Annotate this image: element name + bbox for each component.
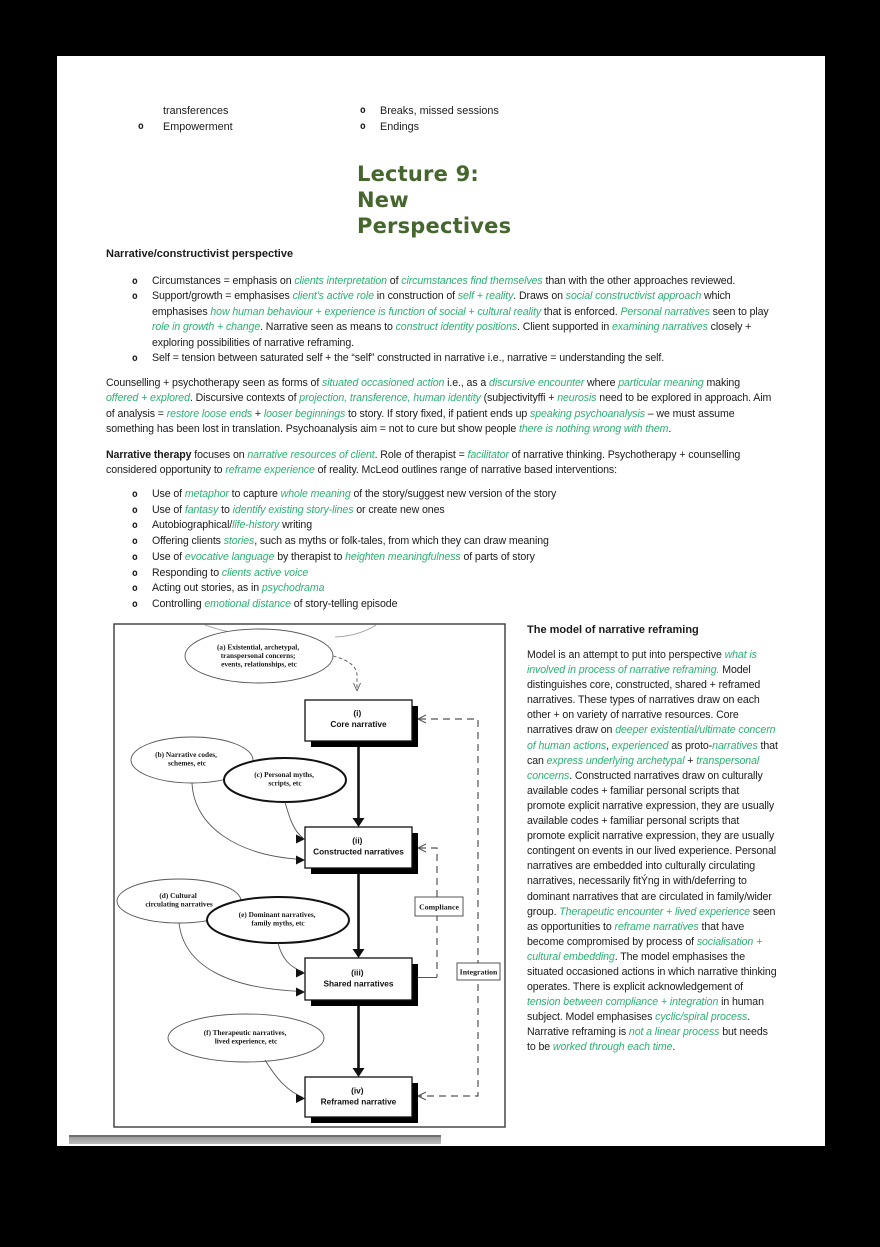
page-title bbox=[357, 161, 511, 239]
bullet-marker: o bbox=[132, 551, 138, 563]
paragraph-narrative-therapy: Narrative therapy focuses on narrative resources of client. Role of therapist = facilitator of narrative thinking. Psychotherapy + counselling considered opportunity to reframe experience of reality. McLeod outlines range of narrative based interventions: bbox=[106, 449, 741, 477]
bullet-marker: o bbox=[132, 276, 138, 287]
section-heading: Narrative/constructivist perspective bbox=[106, 248, 294, 260]
top-bullets-left bbox=[138, 103, 233, 135]
bullet-marker: o bbox=[132, 583, 138, 595]
arrowhead bbox=[296, 856, 305, 865]
right-column bbox=[527, 624, 778, 1056]
list-item-text: Empowerment bbox=[163, 121, 233, 133]
list-item bbox=[138, 103, 233, 119]
list-item bbox=[138, 119, 233, 135]
ellipse-c-label: (c) Personal myths, scripts, etc bbox=[254, 770, 314, 788]
list-item bbox=[132, 566, 773, 582]
list-item-text: Self = tension between saturated self + the “self” constructed in narrative i.e., narrative = understanding the self. bbox=[152, 352, 665, 365]
title-line: Perspectives bbox=[357, 214, 512, 238]
bullet-marker: o bbox=[132, 291, 138, 303]
bullet-list-perspective bbox=[132, 274, 773, 366]
model-body-text: Model is an attempt to put into perspective what is involved in process of narrative reframing. Model distinguishes core, constructed, shared + reframed narratives. These types of narratives draw on each other + on variety of narrative resources. Core narratives draw on deeper existential/ultimate concern of human actions, experienced as proto-narratives that can express underlying archetypal + transpersonal concerns. Constructed narratives draw on culturally available codes + familiar personal scripts that promote explicit narrative expression, they are usually available codes + familiar personal scripts that promote explicit narrative expression, they are usually contingent on events in our lived experience. Personal narratives are embedded into culturally circulating narratives, necessarily fitÝng in with/deferring to dominant narratives that are circulated in family/wider group. Therapeutic encounter + lived experience seen as opportunities to reframe narratives that have become compromised by process of socialisation + cultural embedding. The model emphasises the situated occasioned actions in which narrative thinking operates. There is explicit acknowledgement of tension between compliance + integration in human subject. Model emphasises cyclic/spiral process. Narrative reframing is not a linear process but needs to be worked through each time. bbox=[527, 649, 778, 1054]
list-item-text: Responding to clients active voice bbox=[152, 566, 309, 579]
list-item-text: Use of evocative language by therapist to heighten meaningfulness of parts of story bbox=[152, 550, 535, 563]
bullet-marker: o bbox=[360, 121, 366, 132]
list-item-text: Breaks, missed sessions bbox=[380, 105, 499, 117]
bullet-marker: o bbox=[132, 504, 138, 516]
ellipse-f-label: (f) Therapeutic narratives, lived experience, etc bbox=[203, 1028, 287, 1046]
bullet-marker: o bbox=[132, 520, 138, 532]
cropped-element-edge bbox=[69, 1135, 441, 1144]
connector-c-to-constructed bbox=[285, 802, 303, 838]
bullet-list-interventions bbox=[132, 487, 773, 613]
list-item bbox=[132, 503, 773, 519]
list-item-text: Endings bbox=[380, 121, 420, 133]
bullet-marker: o bbox=[132, 489, 138, 500]
list-item-text: transferences bbox=[163, 105, 229, 117]
box-i-label: (i) Core narrative bbox=[330, 708, 387, 729]
ellipse-d-label: (d) Cultural circulating narratives bbox=[145, 891, 213, 909]
bullet-marker: o bbox=[360, 105, 366, 116]
list-item bbox=[132, 597, 773, 613]
list-item-text: Controlling emotional distance of story-telling episode bbox=[152, 597, 398, 610]
title-line: New bbox=[357, 188, 409, 212]
connector-e-to-shared bbox=[278, 943, 303, 972]
ellipse-a-label: (a) Existential, archetypal, transpersonal concerns; events, relationships, etc bbox=[217, 642, 300, 669]
arrowhead bbox=[353, 949, 365, 958]
arrowhead bbox=[296, 1094, 305, 1103]
list-item bbox=[360, 103, 499, 119]
ellipse-e-label: (e) Dominant narratives, family myths, etc bbox=[238, 910, 316, 928]
bullet-marker: o bbox=[132, 567, 138, 579]
top-bullets-right bbox=[360, 103, 499, 135]
box-iii-label: (iii) Shared narratives bbox=[323, 967, 394, 989]
ellipse-b-label: (b) Narrative codes, schemes, etc bbox=[155, 750, 217, 768]
list-item bbox=[360, 119, 499, 135]
arrowhead bbox=[296, 988, 305, 997]
list-item bbox=[132, 518, 773, 534]
model-heading: The model of narrative reframing bbox=[527, 624, 699, 636]
list-item bbox=[132, 534, 773, 550]
narrative-reframing-diagram bbox=[113, 623, 509, 1129]
bullet-marker: o bbox=[138, 121, 144, 132]
list-item-text: Circumstances = emphasis on clients interpretation of circumstances find themselves than with the other approaches reviewed. bbox=[152, 275, 736, 287]
list-item bbox=[132, 274, 773, 289]
document-page bbox=[57, 56, 825, 1146]
bullet-marker: o bbox=[132, 353, 138, 365]
list-item bbox=[132, 487, 773, 503]
arrowhead bbox=[296, 969, 305, 978]
paragraph-counselling: Counselling + psychotherapy seen as forms of situated occasioned action i.e., as a discursive encounter where particular meaning making offered + explored. Discursive contexts of projection, transference, human identity (subjectivityffi + neurosis need to be explored in approach. Aim of analysis = restore loose ends + looser beginnings to story. If story fixed, if patient ends up speaking psychoanalysis – we must assume something has been lost in translation. Psychoanalysis aim = not to cure but show people there is nothing wrong with them. bbox=[106, 377, 772, 435]
compliance-label: Compliance bbox=[419, 902, 459, 912]
connector-f-to-reframed bbox=[265, 1060, 303, 1098]
box-iv-label: (iv) Reframed narrative bbox=[320, 1085, 397, 1107]
list-item-text: Support/growth = emphasises client's active role in construction of self + reality. Draws on social constructivist approach which emphasises how human behaviour + experience is function of social + cultural reality that is enforced. Personal narratives seen to play role in growth + change. Narrative seen as means to construct identity positions. Client supported in examining narratives closely + exploring possibilities of narrative reframing. bbox=[152, 290, 769, 349]
connector-fragment bbox=[335, 625, 376, 637]
list-item bbox=[132, 581, 773, 597]
list-item-text: Use of metaphor to capture whole meaning of the story/suggest new version of the story bbox=[152, 488, 557, 500]
dashed-connector-a-to-core bbox=[333, 656, 357, 690]
list-item-text: Offering clients stories, such as myths or folk-tales, from which they can draw meaning bbox=[152, 535, 549, 548]
box-ii-label: (ii) Constructed narratives bbox=[313, 835, 404, 857]
list-item bbox=[132, 289, 773, 351]
bullet-marker: o bbox=[132, 536, 138, 548]
integration-label: Integration bbox=[459, 967, 498, 977]
arrowhead bbox=[353, 818, 365, 827]
title-line: Lecture 9: bbox=[357, 162, 479, 186]
arrowhead bbox=[353, 1068, 365, 1077]
list-item-text: Autobiographical/life-history writing bbox=[152, 519, 313, 532]
list-item bbox=[132, 550, 773, 566]
list-item-text: Use of fantasy to identify existing story-lines or create new ones bbox=[152, 503, 445, 516]
list-item bbox=[132, 351, 773, 366]
bullet-marker: o bbox=[132, 598, 138, 610]
list-item-text: Acting out stories, as in psychodrama bbox=[152, 582, 325, 595]
